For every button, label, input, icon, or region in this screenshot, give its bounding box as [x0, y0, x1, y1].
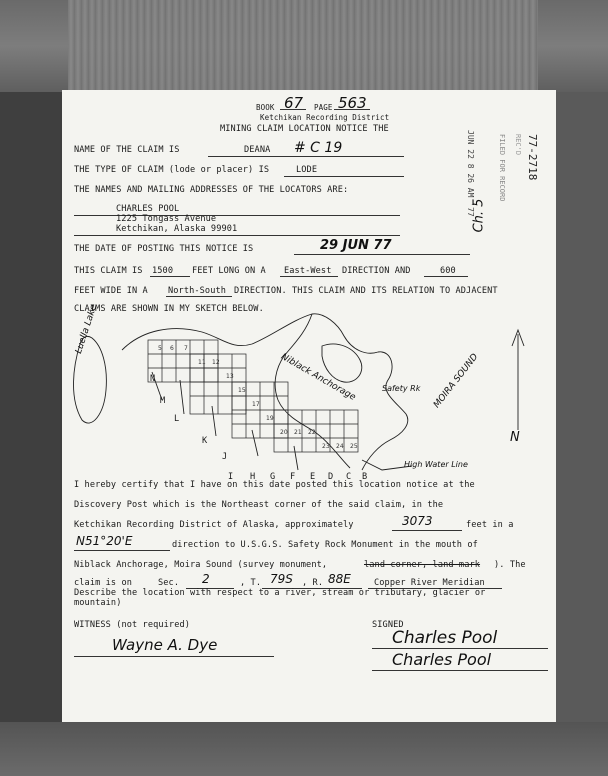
long-direction: East-West: [284, 266, 332, 276]
locator-address-1: 1225 Tongass Avenue: [116, 214, 217, 224]
dimensions-text-1: THIS CLAIM IS: [74, 266, 143, 276]
book-number: 67: [284, 94, 304, 112]
handwritten-note: Ch. 5: [471, 198, 487, 233]
sketch-letter-d: D: [328, 472, 334, 482]
certify-line-5: Niblack Anchorage, Moira Sound (survey monument,: [74, 560, 328, 570]
sketch-letter-h: H: [250, 472, 256, 482]
sound-label: MOIRA SOUND: [432, 352, 481, 411]
rock-label: Safety Rk: [382, 384, 421, 393]
page-label: PAGE: [314, 103, 333, 112]
recorded-stamp: FILED FOR RECORD: [498, 134, 506, 202]
sketch-letter-i: I: [228, 472, 234, 482]
sketch-letter-l: L: [174, 414, 180, 424]
received-stamp: REC'D: [514, 134, 522, 156]
range-label: , R.: [302, 578, 324, 588]
svg-text:19: 19: [266, 415, 274, 422]
sketch-letter-b: B: [362, 472, 368, 482]
svg-text:25: 25: [350, 443, 358, 450]
scan-top-band: [0, 0, 608, 92]
dimensions-text-5: DIRECTION. THIS CLAIM AND ITS RELATION TO ADJACENT: [234, 286, 498, 296]
section-label: Sec.: [158, 578, 180, 588]
svg-text:5: 5: [158, 345, 162, 352]
svg-text:17: 17: [252, 401, 260, 408]
claim-type-value: LODE: [296, 165, 318, 175]
svg-text:6: 6: [170, 345, 174, 352]
dimensions-text-2: FEET LONG ON A: [192, 266, 266, 276]
svg-text:21: 21: [294, 429, 302, 436]
form-title: MINING CLAIM LOCATION NOTICE THE: [220, 124, 389, 134]
locator-address-2: Ketchikan, Alaska 99901: [116, 224, 238, 234]
scan-margin-left: [0, 0, 62, 776]
claim-width: 600: [440, 266, 456, 276]
sketch-letter-m: M: [160, 396, 166, 406]
certify-line-1: I hereby certify that I have on this date posted this location notice at the: [74, 480, 475, 490]
svg-text:24: 24: [336, 443, 344, 450]
certify-line-4: direction to U.S.G.S. Safety Rock Monument in the mouth of: [172, 540, 478, 550]
meridian: Copper River Meridian: [374, 578, 485, 588]
struck-text: land corner, land mark: [364, 560, 481, 570]
certify-line-2: Discovery Post which is the Northeast corner of the said claim, in the: [74, 500, 444, 510]
claim-number: # C 19: [294, 140, 343, 156]
dimensions-text-4: FEET WIDE IN A: [74, 286, 148, 296]
sketch-letter-f: F: [290, 472, 296, 482]
certify-line-6: claim is on: [74, 578, 133, 588]
wide-direction: North-South: [168, 286, 227, 296]
certify-line-3b: feet in a: [466, 520, 514, 530]
page-number: 563: [338, 94, 367, 112]
certify-line-5b: ). The: [494, 560, 526, 570]
section-value: 2: [202, 572, 210, 586]
sketch-letter-g: G: [270, 472, 276, 482]
certify-line-7: Describe the location with respect to a river, stream or tributary, glacier or: [74, 588, 486, 598]
signature-1: Charles Pool: [392, 628, 498, 648]
scan-margin-right: [556, 0, 608, 776]
bearing-value: N51°20'E: [76, 534, 133, 548]
notice-document: [62, 90, 556, 722]
witness-signature: Wayne A. Dye: [112, 636, 218, 654]
reference-number: 77-2718: [526, 134, 539, 181]
posting-date-value: 29 JUN 77: [320, 238, 392, 253]
scan-bottom-band: [0, 722, 608, 776]
svg-text:15: 15: [238, 387, 246, 394]
book-label: BOOK: [256, 103, 275, 112]
claim-length: 1500: [152, 266, 174, 276]
witness-label: WITNESS (not required): [74, 620, 191, 630]
posting-date-label: THE DATE OF POSTING THIS NOTICE IS: [74, 244, 254, 254]
lake-label: Luella Lake: [74, 303, 100, 356]
sketch-letter-e: E: [310, 472, 316, 482]
signature-2: Charles Pool: [392, 650, 492, 669]
svg-text:13: 13: [226, 373, 234, 380]
date-stamp: JUN 22 8 26 AM '77: [466, 130, 475, 217]
sketch-letter-c: C: [346, 472, 352, 482]
water-label: High Water Line: [404, 460, 468, 469]
range-value: 88E: [328, 572, 351, 586]
svg-text:7: 7: [184, 345, 188, 352]
township-value: 79S: [270, 572, 293, 586]
claim-sketch: [62, 310, 556, 480]
svg-text:23: 23: [322, 443, 330, 450]
locator-name: CHARLES POOL: [116, 204, 180, 214]
township-label: , T.: [240, 578, 262, 588]
certify-line-3: Ketchikan Recording District of Alaska, approximately: [74, 520, 354, 530]
claim-name-value: DEANA: [244, 145, 271, 155]
sketch-letter-n: N: [150, 374, 156, 384]
anchorage-label: Niblack Anchorage: [279, 352, 358, 403]
sketch-letter-k: K: [202, 436, 208, 446]
claim-name-label: NAME OF THE CLAIM IS: [74, 145, 180, 155]
north-arrow-label: N: [510, 430, 520, 445]
signed-label: SIGNED: [372, 620, 404, 630]
locators-label: THE NAMES AND MAILING ADDRESSES OF THE LOCATORS ARE:: [74, 185, 349, 195]
distance-value: 3073: [402, 514, 433, 528]
svg-text:11: 11: [198, 359, 206, 366]
svg-text:22: 22: [308, 429, 316, 436]
sketch-letter-j: J: [222, 452, 228, 462]
claim-type-label: THE TYPE OF CLAIM (lode or placer) IS: [74, 165, 270, 175]
certify-line-8: mountain): [74, 598, 122, 608]
dimensions-text-3: DIRECTION AND: [342, 266, 411, 276]
svg-text:20: 20: [280, 429, 288, 436]
dimensions-text-6: CLAIMS ARE SHOWN IN MY SKETCH BELOW.: [74, 304, 264, 314]
svg-text:12: 12: [212, 359, 220, 366]
recording-district: Ketchikan Recording District: [260, 113, 390, 122]
